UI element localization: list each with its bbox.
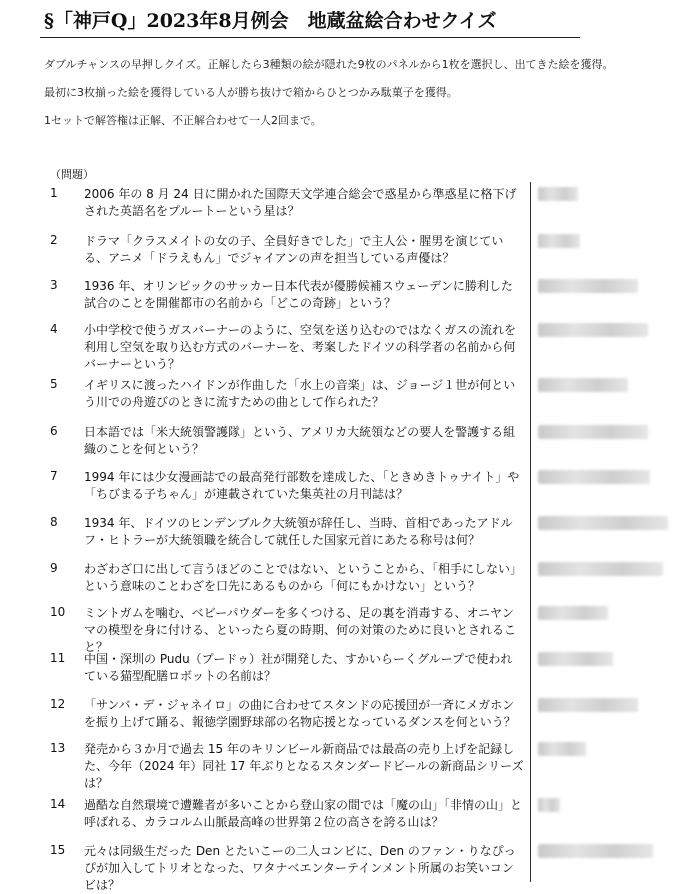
answer-redacted bbox=[538, 425, 648, 439]
intro-line-2: 最初に3枚揃った絵を獲得している人が勝ち抜けで箱からひとつかみ駄菓子を獲得。 bbox=[44, 86, 458, 99]
question-text: ドラマ「クラスメイトの女の子、全員好きでした」で主人公・腥男を演じている、アニメ「ドラえもん」でジャイアンの声を担当している声優は？ bbox=[84, 234, 504, 265]
question-text: 小中学校で使うガスバーナーのように、空気を送り込むのではなくガスの流れを利用し空気を取り込む方式のバーナーを、考案したドイツの科学者の名前から何バーナーという？ bbox=[84, 323, 517, 371]
question-number: 11 bbox=[50, 651, 66, 665]
question-text: 1994 年には少女漫画誌での最高発行部数を達成した、「ときめきトゥナイト」や「ちびまる子ちゃん」が連載されていた集英社の月刊誌は？ bbox=[84, 470, 520, 501]
question-text: 「サンバ・デ・ジャネイロ」の曲に合わせてスタンドの応援団が一斉にメガホンを振り上げて踊る、報徳学園野球部の名物応援となっているダンスを何という？ bbox=[84, 698, 516, 729]
answer-redacted bbox=[538, 844, 653, 858]
answer-redacted bbox=[538, 470, 650, 484]
intro-line-3: 1セットで解答権は正解、不正解合わせて一人2回まで。 bbox=[44, 114, 322, 127]
question-number: 5 bbox=[50, 377, 58, 391]
question-number: 6 bbox=[50, 424, 58, 438]
question-text: 過酷な自然環境で遭難者が多いことから登山家の間では「魔の山」「非情の山」と呼ばれる、カラコルム山脈最高峰の世界第２位の高さを誇る山は？ bbox=[84, 798, 523, 829]
question-number: 10 bbox=[50, 605, 66, 619]
question-number: 9 bbox=[50, 561, 58, 575]
answer-redacted bbox=[538, 798, 560, 812]
intro-line-1: ダブルチャンスの早押しクイズ。正解したら3種類の絵が隠れた9枚のパネルから1枚を選択し、出てきた絵を獲得。 bbox=[44, 58, 614, 71]
answer-redacted bbox=[538, 323, 648, 337]
answer-redacted bbox=[538, 187, 578, 201]
answer-redacted bbox=[538, 378, 628, 392]
question-number: 8 bbox=[50, 515, 58, 529]
questions-heading: （問題） bbox=[50, 168, 94, 181]
question-number: 14 bbox=[50, 797, 66, 811]
question-text: ミントガムを噛む、ベビーパウダーを多くつける、足の裏を消毒する、オニヤンマの模型を身に付ける、といったら夏の時期、何の対策のために良いとされること？ bbox=[84, 606, 517, 654]
answer-redacted bbox=[538, 234, 580, 248]
question-number: 15 bbox=[50, 843, 66, 857]
question-number: 13 bbox=[50, 741, 66, 755]
answer-redacted bbox=[538, 279, 638, 293]
page-title: §「神戸Q」2023年8月例会 地蔵盆絵合わせクイズ bbox=[44, 10, 497, 32]
question-number: 3 bbox=[50, 278, 58, 292]
question-text: 元々は同級生だった Den とたいこーの二人コンビに、Den のファン・りなぴっぴが加入してトリオとなった、ワタナベエンターテインメント所属のお笑いコンビは？ bbox=[84, 844, 516, 892]
question-text: 中国・深圳の Pudu（プードゥ）社が開発した、すかいらーくグループで使われている猫型配膳ロボットの名前は？ bbox=[84, 652, 513, 683]
answer-redacted bbox=[538, 742, 586, 756]
question-text: イギリスに渡ったハイドンが作曲した「水上の音楽」は、ジョージ１世が何という川での舟遊びのときに流すための曲として作られた？ bbox=[84, 378, 516, 409]
question-text: 日本語では「米大統領警護隊」という、アメリカ大統領などの要人を警護する組織のことを何という？ bbox=[84, 425, 516, 456]
title-underline bbox=[40, 37, 580, 38]
question-text: 2006 年の 8 月 24 日に開かれた国際天文学連合総会で惑星から準惑星に格下げされた英語名をプルートーという星は？ bbox=[84, 187, 517, 218]
question-number: 1 bbox=[50, 186, 58, 200]
answer-column-divider bbox=[530, 182, 531, 882]
question-text: 1934 年、ドイツのヒンデンブルク大統領が辞任し、当時、首相であったアドルフ・ヒトラーが大統領職を統合して就任した国家元首にあたる称号は何？ bbox=[84, 516, 513, 547]
answer-redacted bbox=[538, 516, 668, 530]
question-number: 2 bbox=[50, 233, 58, 247]
answer-redacted bbox=[538, 562, 663, 576]
question-text: 発売から３か月で過去 15 年のキリンビール新商品では最高の売り上げを記録した、今年（2024 年）同社 17 年ぶりとなるスタンダードビールの新商品シリーズは？ bbox=[84, 742, 524, 790]
question-number: 4 bbox=[50, 322, 58, 336]
answer-redacted bbox=[538, 652, 613, 666]
question-text: 1936 年、オリンピックのサッカー日本代表が優勝候補スウェーデンに勝利した試合のことを開催都市の名前から「どこの奇跡」という？ bbox=[84, 279, 513, 310]
question-number: 7 bbox=[50, 469, 58, 483]
question-text: わざわざ口に出して言うほどのことではない、ということから、「相手にしない」という意味のことわざを口先にあるものから「何にもかけない」という？ bbox=[84, 562, 523, 593]
answer-redacted bbox=[538, 698, 638, 712]
question-number: 12 bbox=[50, 697, 66, 711]
answer-redacted bbox=[538, 606, 608, 620]
